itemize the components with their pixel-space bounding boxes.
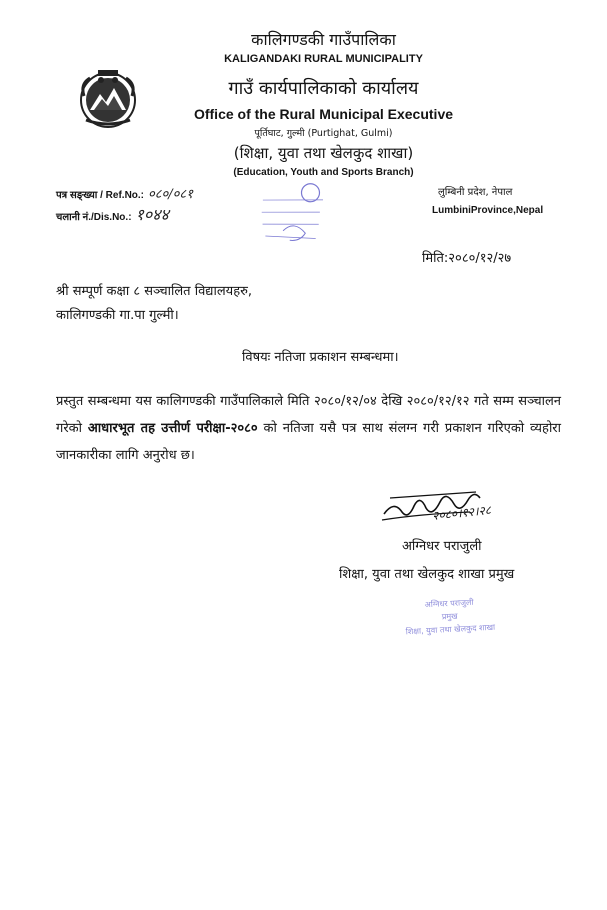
body-part-1: प्रस्तुत सम्बन्धमा यस कालिगण्डकी गाउँपालिकाले मिति २०८०/१२/०४ देखि २०८०/१२/१२ गते सम्म सञ्चालन गरेको bbox=[56, 394, 561, 436]
letter-date: मिति:२०८०/१२/२७ bbox=[422, 251, 512, 266]
office-address: पूर्तिघाट, गुल्मी (Purtighat, Gulmi) bbox=[254, 128, 393, 139]
municipality-name-en: KALIGANDAKI RURAL MUNICIPALITY bbox=[224, 53, 423, 65]
stamp-line-1: अग्निधर पराजुली bbox=[424, 597, 474, 610]
office-name-en: Office of the Rural Municipal Executive bbox=[193, 106, 454, 122]
signatory-title: शिक्षा, युवा तथा खेलकुद शाखा प्रमुख bbox=[339, 567, 515, 582]
signature-date: २०८०।१२।२८ bbox=[431, 502, 492, 524]
handwritten-signature bbox=[380, 478, 550, 528]
province-en: LumbiniProvince,Nepal bbox=[432, 205, 544, 216]
letter-body bbox=[56, 388, 561, 469]
stamp-line-2: प्रमुख bbox=[441, 611, 458, 622]
recipient-line-1: श्री सम्पूर्ण कक्षा ८ सञ्चालित विद्यालयहरु, bbox=[56, 284, 253, 299]
ref-label: पत्र सङ्ख्या / Ref.No.: bbox=[56, 190, 145, 201]
dis-number-row bbox=[56, 203, 169, 225]
official-stamp bbox=[384, 594, 516, 649]
municipality-name-np: कालिगण्डकी गाउँपालिका bbox=[251, 30, 396, 49]
ref-number-row bbox=[56, 184, 193, 202]
dis-label: चलानी नं./Dis.No.: bbox=[56, 212, 132, 223]
stamp-line-3: शिक्षा, युवा तथा खेलकुद शाखा bbox=[405, 622, 496, 637]
office-name-np: गाउँ कार्यपालिकाको कार्यालय bbox=[228, 78, 419, 99]
subject-line: विषयः नतिजा प्रकाशन सम्बन्धमा। bbox=[242, 350, 399, 365]
recipient-line-2: कालिगण्डकी गा.पा गुल्मी। bbox=[56, 308, 179, 323]
ref-value: ०८०/०८१ bbox=[148, 187, 193, 202]
received-stamp bbox=[252, 177, 335, 252]
branch-name-en: (Education, Youth and Sports Branch) bbox=[233, 167, 414, 178]
signatory-name: अग्निधर पराजुली bbox=[402, 539, 482, 554]
province-np: लुम्बिनी प्रदेश, नेपाल bbox=[438, 187, 513, 198]
body-exam-name: आधारभूत तह उत्तीर्ण परीक्षा-२०८० bbox=[87, 421, 258, 436]
dis-value: १०४४ bbox=[135, 205, 169, 224]
body-part-2: को नतिजा यसै पत्र साथ संलग्न गरी प्रकाशन गरिएको व्यहोरा जानकारीका लागि अनुरोध छ। bbox=[56, 421, 561, 463]
branch-name-np: (शिक्षा, युवा तथा खेलकुद शाखा) bbox=[233, 144, 414, 162]
